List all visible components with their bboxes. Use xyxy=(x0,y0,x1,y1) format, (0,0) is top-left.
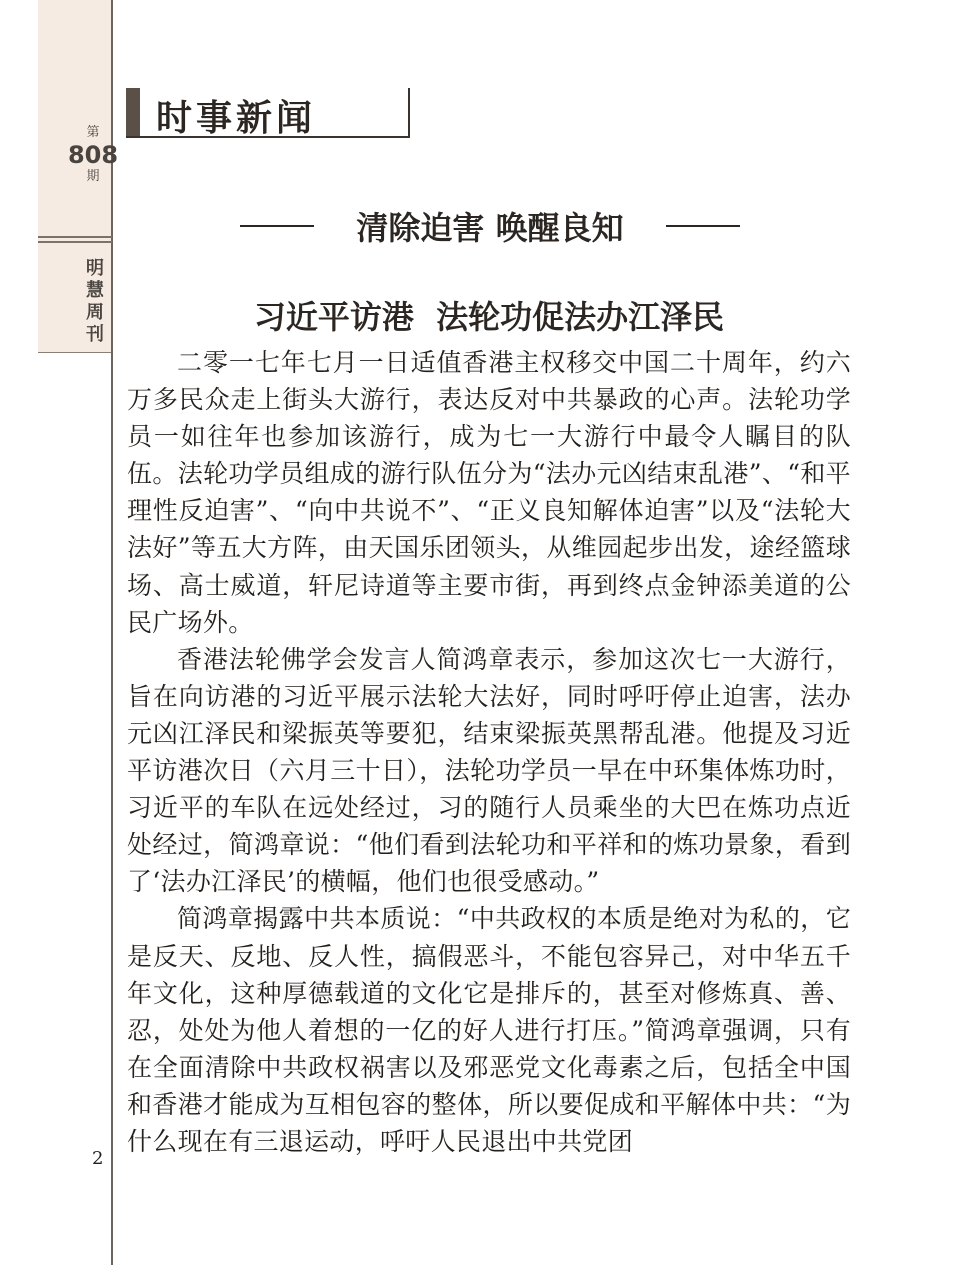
section-title: 时事新闻 xyxy=(156,98,317,139)
issue-label xyxy=(58,124,128,186)
article-paragraph: 香港法轮佛学会发言人简鸿章表示，参加这次七一大游行，旨在向访港的习近平展示法轮大法好，同时呼吁停止迫害，法办元凶江泽民和梁振英等要犯，结束梁振英黑帮乱港。他提及习近平访港次日（六月三十日），法轮功学员一早在中环集体炼功时，习近平的车队在远处经过，习的随行人员乘坐的大巴在炼功点近处经过，简鸿章说：“他们看到法轮功和平祥和的炼功景象，看到了‘法办江泽民’的横幅，他们也很受感动。” xyxy=(127,644,851,897)
theme-rule-right xyxy=(666,225,740,227)
article-paragraph: 简鸿章揭露中共本质说：“中共政权的本质是绝对为私的，它是反天、反地、反人性，搞假恶斗，不能包容异己，对中华五千年文化，这种厚德载道的文化它是排斥的，甚至对修炼真、善、忍，处处为他人着想的一亿的好人进行打压。”简鸿章强调，只有在全面清除中共政权祸害以及邪恶党文化毒素之后，包括全中国和香港才能成为互相包容的整体，所以要促成和平解体中共：“为什么现在有三退运动，呼吁人民退出中共党团 xyxy=(127,904,851,1156)
issue-number: 808 xyxy=(67,141,119,169)
article-title: 习近平访港 法轮功促法办江泽民 xyxy=(253,298,725,336)
theme-rule-left xyxy=(240,225,314,227)
theme-heading xyxy=(240,204,740,248)
theme-title: 清除迫害 唤醒良知 xyxy=(356,209,624,247)
issue-suffix: 期 xyxy=(86,169,100,184)
page-number: 2 xyxy=(92,1148,104,1169)
publication-name: 明慧周刊 xyxy=(86,258,104,345)
sidebar-divider xyxy=(38,241,112,243)
section-accent-bar xyxy=(126,88,140,136)
issue-prefix: 第 xyxy=(86,125,100,140)
article-body xyxy=(127,344,851,1160)
sidebar-divider xyxy=(38,236,112,238)
article-paragraph: 二零一七年七月一日适值香港主权移交中国二十周年，约六万多民众走上街头大游行，表达反对中共暴政的心声。法轮功学员一如往年也参加该游行，成为七一大游行中最令人瞩目的队伍。法轮功学员组成的游行队伍分为“法办元凶结束乱港”、“和平理性反迫害”、“向中共说不”、“正义良知解体迫害”以及“法轮大法好”等五大方阵，由天国乐团领头，从维园起步出发，途经篮球场、高士威道，轩尼诗道等主要市街，再到终点金钟添美道的公民广场外。 xyxy=(127,348,851,637)
margin-rule xyxy=(111,0,113,1265)
section-header xyxy=(126,88,410,138)
